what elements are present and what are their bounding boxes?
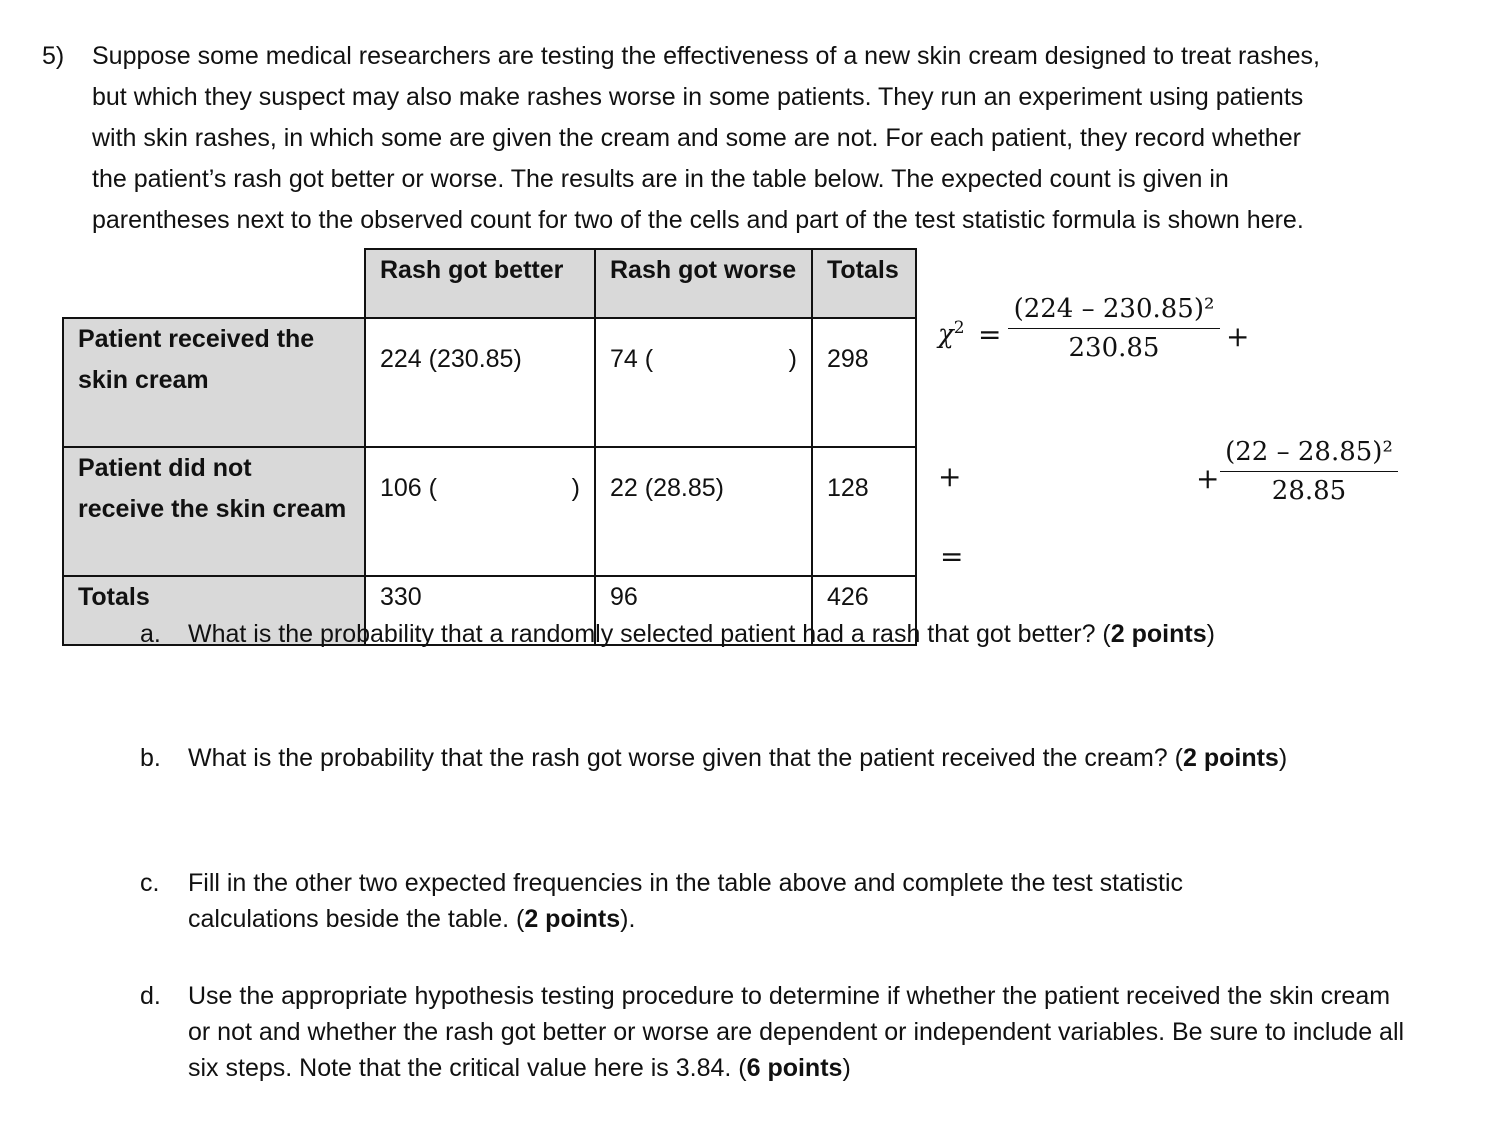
cell-close-paren: ) (571, 474, 580, 502)
cell-total-worse: 96 (595, 576, 812, 645)
question-number: 5) (42, 42, 65, 70)
cell-not-received-better[interactable] (365, 447, 595, 576)
row-label-line: Patient received the (78, 325, 315, 353)
item-letter: a. (140, 620, 161, 648)
row-label-totals: Totals (63, 576, 365, 645)
contingency-table (62, 248, 917, 646)
fraction-numerator: (224 – 230.85)² (1008, 294, 1220, 329)
row-label-received (63, 318, 365, 447)
header-rash-better: Rash got better (365, 249, 595, 318)
question-line: Suppose some medical researchers are testing the effectiveness of a new skin cream designed to treat rashes, (92, 42, 1320, 70)
cell-open-paren: 74 ( (610, 345, 654, 373)
cell-received-total: 298 (812, 318, 916, 447)
cell-open-paren: 106 ( (380, 474, 437, 502)
plus-sign: + (938, 460, 962, 493)
item-text-end: ) (1278, 744, 1288, 772)
item-letter: b. (140, 744, 161, 772)
question-text (92, 36, 1472, 241)
question-line: the patient’s rash got better or worse. The results are in the table below. The expected count is given in (92, 165, 1229, 193)
row-label-line: Patient did not (78, 454, 252, 482)
plus-sign: + (1196, 462, 1220, 495)
fraction-denominator: 230.85 (1068, 333, 1160, 363)
item-points: 2 points (1182, 744, 1279, 772)
question-line: parentheses next to the observed count for two of the cells and part of the test statistic formula is shown here. (92, 206, 1304, 234)
cell-grand-total: 426 (812, 576, 916, 645)
item-text-end: ). (620, 905, 636, 933)
item-text-end: ) (1206, 620, 1215, 648)
plus-sign: + (1226, 320, 1250, 353)
cell-not-received-total: 128 (812, 447, 916, 576)
item-text: What is the probability that the rash got worse given that the patient received the cream? ( (188, 744, 1183, 772)
row-label-not-received (63, 447, 365, 576)
fraction-denominator: 28.85 (1271, 476, 1347, 506)
item-points: 2 points (1110, 620, 1207, 648)
item-letter: c. (140, 869, 160, 897)
item-text: Use the appropriate hypothesis testing procedure to determine if whether the patient received the skin cream or not and whether the rash got better or worse are dependent or independent variables. Be sure to include all six steps. Note that the critical value here is 3.84. ( (188, 982, 1405, 1082)
cell-received-better: 224 (230.85) (365, 318, 595, 447)
cell-close-paren: ) (788, 345, 797, 373)
chi-square-symbol: $\chi^2$ (938, 318, 965, 350)
header-totals: Totals (812, 249, 916, 318)
header-rash-worse: Rash got worse (595, 249, 812, 318)
cell-received-worse[interactable] (595, 318, 812, 447)
equals-sign: = (940, 540, 964, 573)
row-label-line: skin cream (78, 366, 209, 394)
cell-total-better: 330 (365, 576, 595, 645)
question-line: but which they suspect may also make rashes worse in some patients. They run an experiment using patients (92, 83, 1304, 111)
fraction-term-4 (1220, 437, 1398, 506)
cell-not-received-worse: 22 (28.85) (595, 447, 812, 576)
row-label-line: receive the skin cream (78, 495, 347, 523)
item-text: What is the probability that a randomly selected patient had a rash that got better? ( (188, 620, 1111, 648)
item-letter: d. (140, 982, 161, 1010)
item-points: 6 points (746, 1054, 843, 1082)
question-line: with skin rashes, in which some are given the cream and some are not. For each patient, they record whether (92, 124, 1301, 152)
fraction-term-1 (1008, 294, 1220, 363)
item-points: 2 points (524, 905, 621, 933)
fraction-numerator: (22 – 28.85)² (1220, 437, 1398, 472)
item-text: Fill in the other two expected frequencies in the table above and complete the test statistic calculations beside the table. ( (188, 869, 1184, 933)
equals-sign: = (978, 318, 1002, 351)
table-corner (63, 249, 365, 318)
item-text-end: ) (842, 1054, 851, 1082)
